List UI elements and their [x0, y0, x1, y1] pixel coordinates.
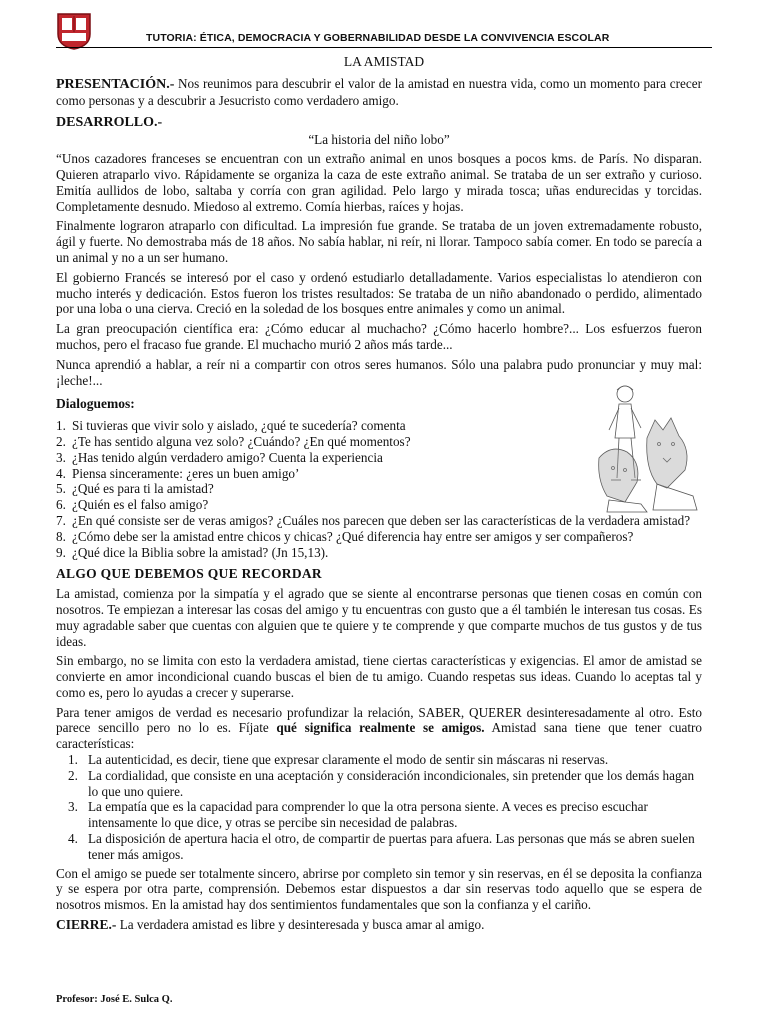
characteristics-list — [56, 752, 702, 863]
list-item: 2. La cordialidad, que consiste en una aceptación y consideración incondicionales, sin pretender que los demás hagan lo que uno quiere. — [68, 767, 695, 799]
header-title: TUTORIA: ÉTICA, DEMOCRACIA Y GOBERNABILIDAD DESDE LA CONVIVENCIA ESCOLAR — [146, 32, 610, 44]
list-item: 6. ¿Quién es el falso amigo? — [56, 497, 209, 513]
presentacion-paragraph — [56, 76, 702, 109]
list-item: 3. La empatía que es la capacidad para comprender lo que la otra persona siente. A veces es preciso escuchar intensamente lo que dice, y otras se percibe sin necesidad de palabras. — [68, 799, 648, 831]
dialoguemos-heading: Dialoguemos: — [56, 396, 135, 412]
boy-and-wolves-illustration — [597, 378, 702, 515]
list-item: 3. ¿Has tenido algún verdadero amigo? Cuenta la experiencia — [56, 449, 383, 465]
document-title: LA AMISTAD — [343, 54, 425, 69]
story-title: “La historia del niño lobo” — [308, 132, 450, 148]
list-item: 2. ¿Te has sentido alguna vez solo? ¿Cuándo? ¿En qué momentos? — [56, 433, 411, 449]
recordar-paragraph: La amistad, comienza por la simpatía y el agrado que se siente al encontrarse personas que tienen cosas en común con nosotros. Te empiezan a interesar las cosas del amigo y tu encuentras con gusto que a él también le interesan tus cosas. Es muy agradable saber que cuentas con alguien que te quiere y te comprende y que comparte muchos de tus gustos y de tus ideas. — [56, 586, 702, 649]
list-item: 4. Piensa sinceramente: ¿eres un buen amigo’ — [56, 465, 300, 481]
school-logo — [56, 12, 92, 50]
list-item: 1. Si tuvieras que vivir solo y aislado, ¿qué te sucedería? comenta — [56, 418, 406, 434]
list-item: 1. La autenticidad, es decir, tiene que expresar claramente el modo de sentir sin máscaras ni reservas. — [68, 752, 609, 768]
story-paragraph: “Unos cazadores franceses se encuentran con un extraño animal en unos bosques a pocos kms. de París. No disparan. Quieren atraparlo vivo. Rápidamente se organiza la caza de este extraño animal. Se trataba de un ser extraño y curioso. Emitía aullidos de lobo, saltaba y corría con gran agilidad. Pelo largo y mirada tosca; uñas endurecidas y torcidas. Completamente desnudo. Miedoso al extremo. Comía hierbas, raíces y hojas. — [56, 151, 702, 214]
desarrollo-heading: DESARROLLO.- — [56, 114, 163, 130]
list-item: 9. ¿Qué dice la Biblia sobre la amistad? (Jn 15,13). — [56, 544, 329, 560]
cierre-paragraph — [56, 917, 702, 933]
story-paragraph: El gobierno Francés se interesó por el caso y ordenó estudiarlo detalladamente. Varios especialistas lo atendieron con mucho interés y dedicación. Estos fueron los tristes resultados: Se trataba de un niño abandonado o perdido, alimentado por una loba o una cierva. Creció en la soledad de los bosques entre animales y como un animal. — [56, 269, 702, 317]
professor-signature: Profesor: José E. Sulca Q. — [56, 994, 173, 1005]
recordar-heading: ALGO QUE DEBEMOS QUE RECORDAR — [56, 566, 322, 582]
presentacion-heading: PRESENTACIÓN.- — [56, 77, 175, 92]
recordar-paragraph: Con el amigo se puede ser totalmente sincero, abrirse por completo sin temor y sin reservas, en él se deposita la confianza y se espera por otra parte, comprensión. Debemos estar dispuestos a dar sin reservas todo aquello que se espera de nosotros mismos. En la amistad hay dos sentimientos fundamentales que son la confianza y el cariño. — [56, 865, 702, 913]
list-item: 4. La disposición de apertura hacia el otro, de compartir de puertas para afuera. Las personas que más se abren suelen tener más amigos. — [68, 831, 695, 862]
recordar-paragraph: Sin embargo, no se limita con esto la verdadera amistad, tiene ciertas características y exigencias. El amor de amistad se convierte en amor incondicional cuando buscas el bien de tu amigo. Cuando respetas sus ideas. Cuando lo aceptas tal y como es, pero lo ayudas a crecer y superarse. — [56, 653, 702, 700]
cierre-text: La verdadera amistad es libre y desinteresada y busca amar al amigo. — [116, 917, 485, 933]
recordar-paragraph: Para tener amigos de verdad es necesario profundizar la relación, SABER, QUERER desinteresadamente al otro. Esto parece sencillo pero no lo es. Fíjate qué significa realmente se amigos. Amistad sana tiene que tener cuatro características: — [56, 704, 702, 752]
list-item: 7. ¿En qué consiste ser de veras amigos? ¿Cuáles nos parecen que deben ser las características de la verdadera amistad? — [56, 512, 691, 528]
header-divider — [56, 47, 712, 48]
cierre-heading: CIERRE.- — [56, 917, 117, 933]
story-paragraph: Finalmente lograron atraparlo con dificultad. La impresión fue grande. Se trataba de un joven extremadamente robusto, ágil y fuerte. No demostraba más de 18 años. No sabía hablar, ni reír, ni llorar. Tampoco sabía comer. En todo se parecía a un animal y no a un ser humano. — [56, 218, 702, 265]
list-item: 5. ¿Qué es para ti la amistad? — [56, 481, 214, 497]
presentacion-text: Nos reunimos para descubrir el valor de la amistad en nuestra vida, como un momento para crecer como personas y a descubrir a Jesucristo como verdadero amigo. — [56, 76, 702, 108]
story-paragraph: Nunca aprendió a hablar, a reír ni a compartir con otros seres humanos. Sólo una palabra pudo pronunciar y muy mal: ¡leche!... — [56, 356, 702, 388]
list-item: 8. ¿Cómo debe ser la amistad entre chicos y chicas? ¿Qué diferencia hay entre ser amigos y ser compañeros? — [56, 528, 634, 544]
bold-phrase: qué significa realmente se amigos. — [276, 720, 485, 736]
story-paragraph: La gran preocupación científica era: ¿Cómo educar al muchacho? ¿Cómo hacerlo hombre?... Los esfuerzos fueron muchos, pero el fracaso fue grande. El muchacho murió 2 años más tarde... — [56, 321, 702, 352]
